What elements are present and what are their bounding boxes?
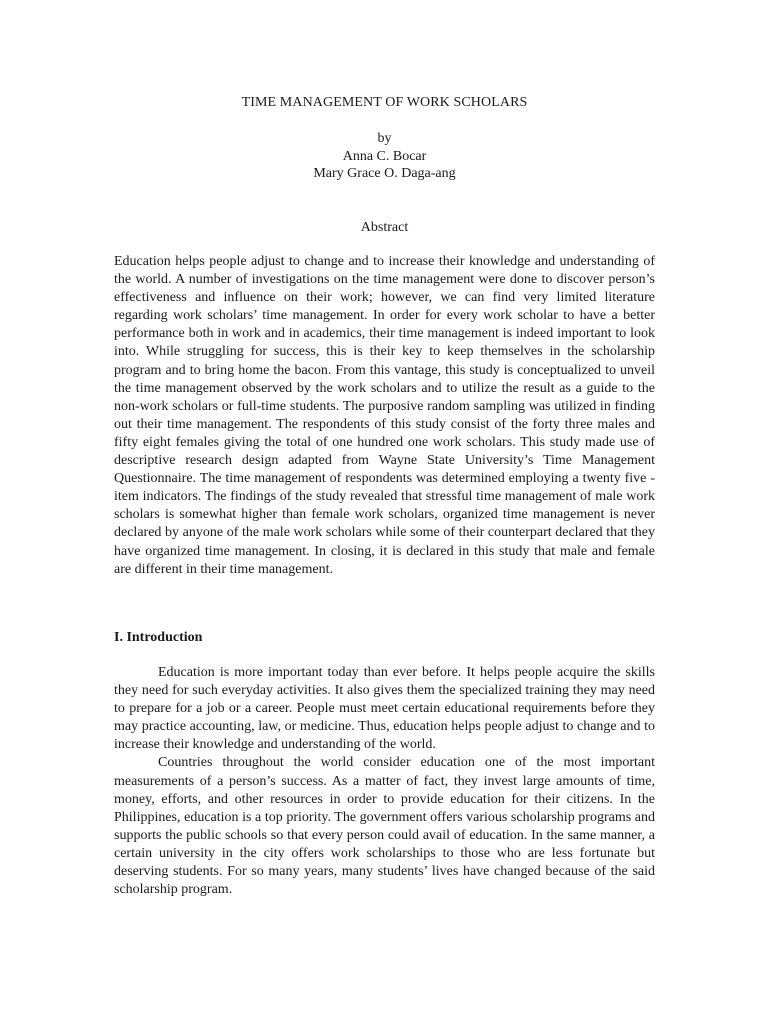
introduction-body [114,664,655,899]
section-heading-introduction: I. Introduction [114,630,203,645]
intro-paragraph: Countries throughout the world consider education one of the most important measurements of a person’s success. As a matter of fact, they invest large amounts of time, money, efforts, and other resources in order to provide education for their citizens. In the Philippines, education is a top priority. The government offers various scholarship programs and supports the public schools so that every person could avail of education. In the same manner, a certain university in the city offers work scholarships to those who are less fortunate but deserving students. For so many years, many students’ lives have changed because of the said scholarship program. [114,755,655,898]
abstract-heading: Abstract [360,220,409,235]
abstract-text: Education helps people adjust to change and to increase their knowledge and understanding of the world. A number of investigations on the time management were done to discover person’s effectiveness and influence on their work; however, we can find very limited literature regarding work scholars’ time management. In order for every work scholar to have a better performance both in work and in academics, their time management is indeed important to look into. While struggling for success, this is their key to keep themselves in the scholarship program and to bring home the bacon. From this vantage, this study is conceptualized to unveil the time management observed by the work scholars and to utilize the result as a guide to the non-work scholars or full-time students. The purposive random sampling was utilized in finding out their time management. The respondents of this study consist of the forty three males and fifty eight females giving the total of one hundred one work scholars. This study made use of descriptive research design adapted from Wayne State University’s Time Management Questionnaire. The time management of respondents was determined employing a twenty five - item indicators. The findings of the study revealed that stressful time management of male work scholars is somewhat higher than female work scholars, organized time management is never declared by anyone of the male work scholars while some of their counterpart declared that they have organized time management. In closing, it is declared in this study that male and female are different in their time management. [114,254,655,577]
by-label: by [377,131,392,146]
author-1: Anna C. Bocar [342,148,427,164]
paper-title: TIME MANAGEMENT OF WORK SCHOLARS [241,95,528,110]
byline [114,130,655,183]
intro-paragraph: Education is more important today than ever before. It helps people acquire the skills they need for such everyday activities. It also gives them the specialized training they may need to prepare for a job or a career. People must meet certain educational requirements before they may practice accounting, law, or medicine. Thus, education helps people adjust to change and to increase their knowledge and understanding of the world. [114,665,655,753]
author-2: Mary Grace O. Daga-ang [313,166,456,181]
